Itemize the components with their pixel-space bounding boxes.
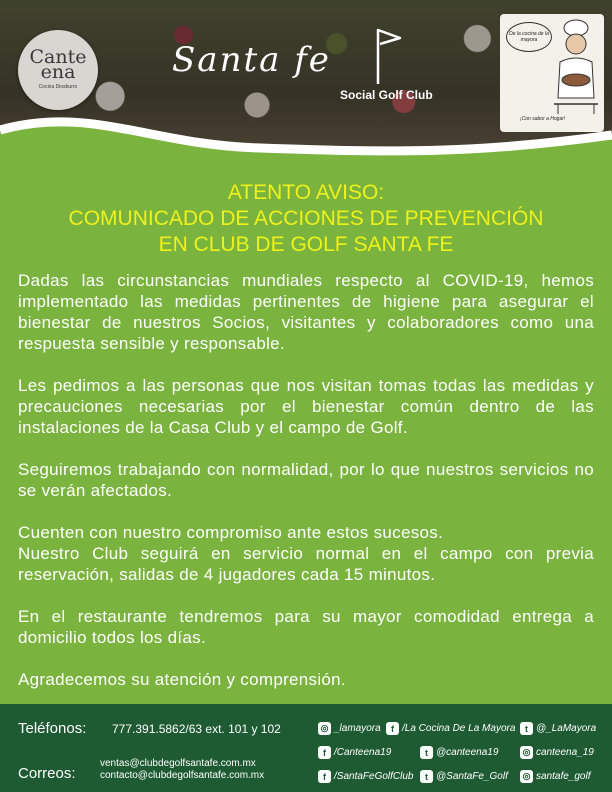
- canteena-logo: [18, 30, 98, 110]
- santafe-logo-subtitle: Social Golf Club: [340, 88, 433, 102]
- twitter-icon: t: [420, 770, 433, 783]
- phones-label: Teléfonos:: [18, 720, 87, 737]
- social-twitter-lamayora[interactable]: t @_LaMayora: [520, 722, 596, 735]
- la-mayora-tagline: ¡Con sabor a Hogar!: [520, 116, 566, 122]
- paragraph-commitment: Cuenten con nuestro compromiso ante estos sucesos.: [18, 523, 444, 542]
- header-wave-divider: [0, 110, 612, 180]
- facebook-icon: f: [318, 770, 331, 783]
- paragraph-visitor-precautions: Les pedimos a las personas que nos visitan tomas todas las medidas y precauciones necesarias por el bienestar común dentro de las instalaciones de la Casa Club y el campo de Golf.: [18, 376, 594, 437]
- la-mayora-speech-bubble: De la cocina de la mayora: [506, 22, 552, 52]
- facebook-icon: f: [318, 746, 331, 759]
- social-facebook-canteena[interactable]: f /Canteena19: [318, 746, 391, 759]
- email-sales[interactable]: ventas@clubdegolfsantafe.com.mx: [100, 758, 256, 769]
- social-instagram-canteena[interactable]: ◎ canteena_19: [520, 746, 594, 759]
- chef-illustration-icon: [552, 18, 600, 114]
- social-twitter-canteena[interactable]: t @canteena19: [420, 746, 498, 759]
- paragraph-golf-service: Nuestro Club seguirá en servicio normal en el campo con previa reservación, salidas de 4 jugadores cada 15 minutos.: [18, 544, 594, 584]
- instagram-icon: ◎: [318, 722, 331, 735]
- social-twitter-santafe[interactable]: t @SantaFe_Golf: [420, 770, 508, 783]
- social-instagram-santafe[interactable]: ◎ santafe_golf: [520, 770, 591, 783]
- paragraph-home-delivery: En el restaurante tendremos para su mayor comodidad entrega a domicilio todos los días.: [18, 607, 594, 647]
- title-line-1: ATENTO AVISO:: [227, 181, 385, 204]
- social-facebook-lamayora[interactable]: f /La Cocina De La Mayora: [386, 722, 515, 735]
- paragraph-normal-operations: Seguiremos trabajando con normalidad, por lo que nuestros servicios no se verán afectados.: [18, 460, 594, 500]
- instagram-icon: ◎: [520, 770, 533, 783]
- paragraph-covid-measures: Dadas las circunstancias mundiales respecto al COVID-19, hemos implementado las medidas pertinentes de higiene para asegurar el bienestar de nuestros Socios, visitantes y colaboradores como una respuesta sensible y responsable.: [18, 271, 594, 353]
- title-line-2: COMUNICADO DE ACCIONES DE PREVENCIÓN: [68, 207, 544, 230]
- twitter-icon: t: [420, 746, 433, 759]
- emails-label: Correos:: [18, 765, 76, 782]
- golf-flag-icon: [374, 26, 404, 86]
- social-instagram-lamayora[interactable]: ◎ _lamayora: [318, 722, 381, 735]
- facebook-icon: f: [386, 722, 399, 735]
- contact-footer: [0, 704, 612, 792]
- title-line-3: EN CLUB DE GOLF SANTA FE: [158, 233, 454, 256]
- notice-body: [18, 270, 594, 711]
- phones-value: 777.391.5862/63 ext. 101 y 102: [112, 722, 281, 736]
- paragraph-thanks: Agradecemos su atención y comprensión.: [18, 670, 346, 689]
- santafe-logo-script: Santa fe: [172, 40, 331, 80]
- twitter-icon: t: [520, 722, 533, 735]
- notice-title: [0, 180, 612, 258]
- social-facebook-santafe[interactable]: f /SantaFeGolfClub: [318, 770, 414, 783]
- email-contact[interactable]: contacto@clubdegolfsantafe.com.mx: [100, 770, 265, 781]
- canteena-logo-text: Canteena: [29, 46, 87, 83]
- canteena-logo-subtitle: Cocina Diosburro: [38, 84, 78, 90]
- instagram-icon: ◎: [520, 746, 533, 759]
